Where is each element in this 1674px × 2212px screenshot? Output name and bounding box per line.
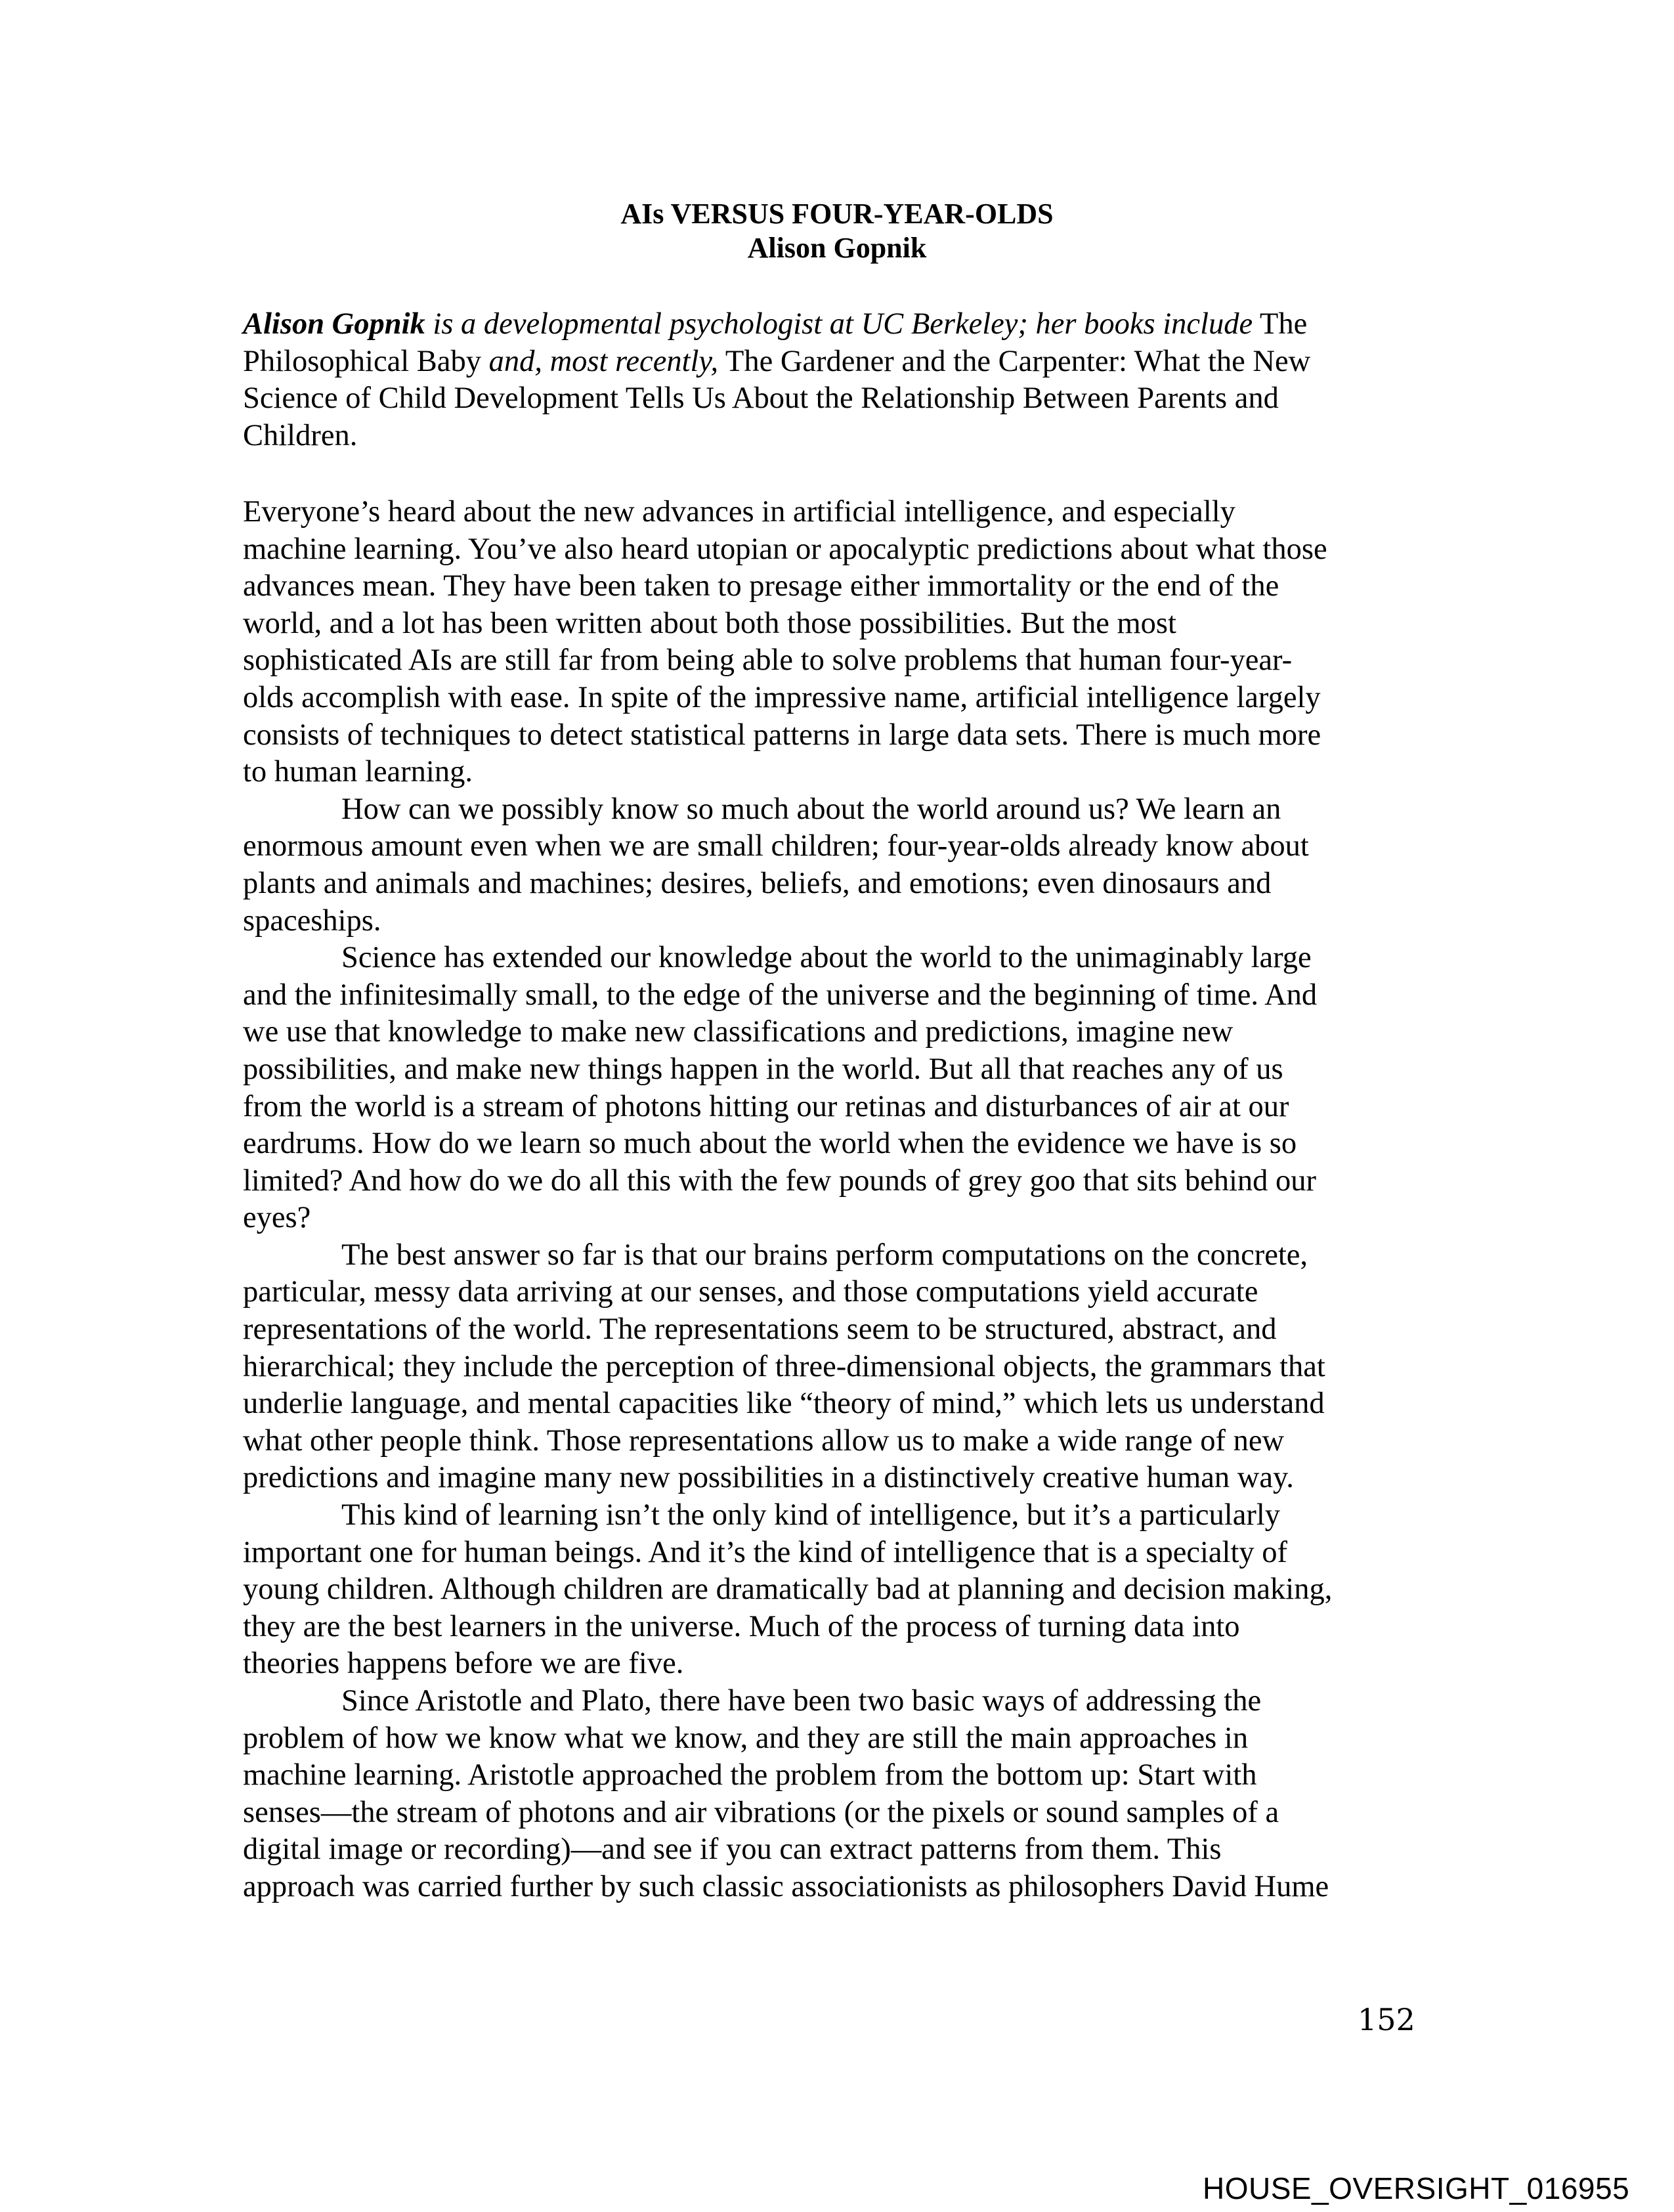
body-line: advances mean. They have been taken to presage either immortality or the end of the: [243, 569, 1279, 603]
body-line: world, and a lot has been written about both those possibilities. But the most: [243, 606, 1176, 640]
bio-italic-text: and, most recently,: [488, 344, 719, 378]
paragraph-first-line: Science has extended our knowledge about the world to the unimaginably large: [341, 941, 1312, 975]
body-line: eyes?: [243, 1201, 311, 1235]
body-line: problem of how we know what we know, and they are still the main approaches in: [243, 1721, 1249, 1755]
body-line: theories happens before we are five.: [243, 1647, 684, 1681]
page-number: 152: [1358, 2002, 1415, 2037]
body-line: possibilities, and make new things happen in the world. But all that reaches any of us: [243, 1052, 1283, 1086]
page-title: AIs VERSUS FOUR-YEAR-OLDS: [620, 198, 1054, 230]
body-line: senses—the stream of photons and air vibrations (or the pixels or sound samples of a: [243, 1795, 1279, 1829]
body-line: from the world is a stream of photons hitting our retinas and disturbances of air at our: [243, 1089, 1289, 1123]
body-line: and the infinitesimally small, to the edge of the universe and the beginning of time. And: [243, 978, 1318, 1012]
body-line: consists of techniques to detect statistical patterns in large data sets. There is much more: [243, 718, 1321, 752]
bio-author-name: Alison Gopnik: [243, 307, 425, 341]
book-title-text: Philosophical Baby: [243, 344, 489, 378]
body-line: limited? And how do we do all this with the few pounds of grey goo that sits behind our: [243, 1163, 1317, 1198]
bio-line: [243, 306, 1418, 343]
body-line: olds accomplish with ease. In spite of the impressive name, artificial intelligence largely: [243, 680, 1321, 714]
body-line: plants and animals and machines; desires, beliefs, and emotions; even dinosaurs and: [243, 866, 1272, 900]
body-line: machine learning. Aristotle approached the problem from the bottom up: Start with: [243, 1758, 1257, 1792]
book-title-text: The Gardener and the Carpenter: What the New: [718, 344, 1311, 378]
body-line: sophisticated AIs are still far from being able to solve problems that human four-year-: [243, 643, 1293, 678]
body-line: approach was carried further by such classic associationists as philosophers David Hume: [243, 1869, 1329, 1903]
bio-line: [243, 343, 1418, 381]
paragraph-first-line: Since Aristotle and Plato, there have been two basic ways of addressing the: [341, 1684, 1262, 1718]
body-line: machine learning. You’ve also heard utopian or apocalyptic predictions about what those: [243, 532, 1327, 566]
book-title-text: The: [1253, 307, 1308, 341]
body-line: representations of the world. The representations seem to be structured, abstract, and: [243, 1312, 1277, 1347]
body-line: digital image or recording)—and see if you can extract patterns from them. This: [243, 1832, 1222, 1867]
article-body: [243, 494, 1418, 1906]
body-line: what other people think. Those representations allow us to make a wide range of new: [243, 1423, 1285, 1458]
paragraph-first-line: How can we possibly know so much about the world around us? We learn an: [341, 792, 1281, 826]
body-line: eardrums. How do we learn so much about the world when the evidence we have is so: [243, 1127, 1297, 1161]
author-bio: [243, 306, 1418, 454]
body-line: we use that knowledge to make new classifications and predictions, imagine new: [243, 1015, 1234, 1049]
body-line: spaceships.: [243, 903, 381, 938]
bio-line: Children.: [243, 418, 358, 452]
bio-italic-text: is a developmental psychologist at UC Berkeley; her books include: [425, 307, 1253, 341]
bio-line: Science of Child Development Tells Us About the Relationship Between Parents and: [243, 381, 1279, 416]
body-line: they are the best learners in the universe. Much of the process of turning data into: [243, 1609, 1240, 1643]
body-line: particular, messy data arriving at our senses, and those computations yield accurate: [243, 1275, 1258, 1309]
bates-stamp: HOUSE_OVERSIGHT_016955: [1203, 2171, 1630, 2205]
paragraph-first-line: This kind of learning isn’t the only kind of intelligence, but it’s a particularly: [341, 1498, 1281, 1532]
title-block: [0, 197, 1674, 265]
body-line: to human learning.: [243, 755, 473, 789]
author-name: Alison Gopnik: [747, 232, 927, 264]
body-line: underlie language, and mental capacities like “theory of mind,” which lets us understand: [243, 1387, 1325, 1421]
paragraph-first-line: The best answer so far is that our brains perform computations on the concrete,: [341, 1238, 1308, 1272]
body-line: enormous amount even when we are small children; four-year-olds already know about: [243, 829, 1309, 863]
body-line: hierarchical; they include the perception of three-dimensional objects, the grammars that: [243, 1349, 1325, 1383]
body-line: predictions and imagine many new possibilities in a distinctively creative human way.: [243, 1461, 1294, 1495]
body-line: young children. Although children are dramatically bad at planning and decision making,: [243, 1572, 1333, 1607]
body-line: Everyone’s heard about the new advances in artificial intelligence, and especially: [243, 495, 1235, 529]
body-line: important one for human beings. And it’s the kind of intelligence that is a specialty of: [243, 1535, 1287, 1569]
